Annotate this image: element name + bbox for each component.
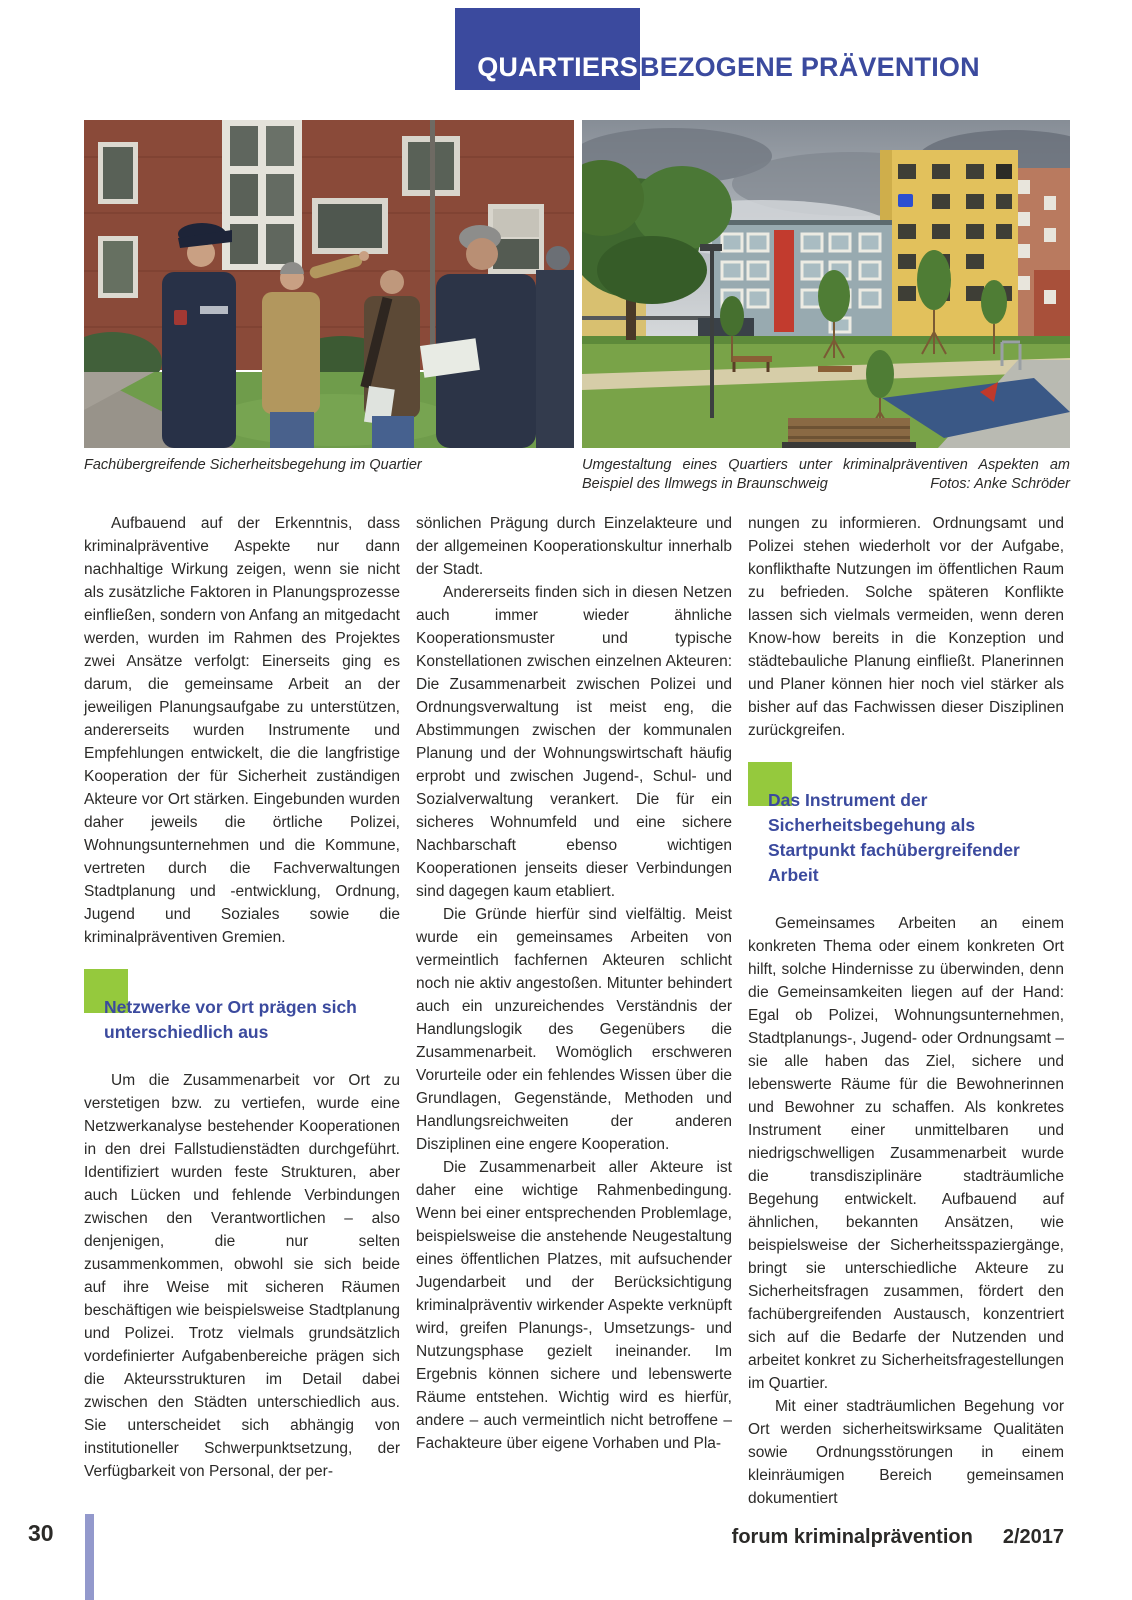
caption-right <box>582 456 1070 494</box>
article-column-3 <box>748 512 1064 1510</box>
photo-credit: Fotos: Anke Schröder <box>930 475 1070 492</box>
paragraph: Andererseits finden sich in diesen Netzen auch immer wieder ähnliche Kooperationsmuster und typische Konstellationen zwischen einzelnen Akteuren: Die Zusammenarbeit zwischen Polizei und Ordnungsverwaltung ist meist eng, die Abstimmungen zwischen der kommunalen Planung und der Wohnungswirtschaft häufig erprobt und zwischen Jugend-, Schul- und Sozialverwaltung verankert. Die für ein sicheres Wohnumfeld und eine sichere Nachbarschaft ebenso wichtigen Kooperationen jenseits dieser Verbindungen sind dagegen kaum etabliert. <box>416 584 732 900</box>
figure-right <box>582 120 1070 494</box>
caption-left: Fachübergreifende Sicherheitsbegehung im Quartier <box>84 457 422 473</box>
subheading-networks: Netzwerke vor Ort prägen sich unterschiedlich aus <box>84 995 400 1045</box>
photo-security-walk <box>84 120 574 448</box>
subheading-instrument: Das Instrument der Sicherheitsbegehung als Startpunkt fachübergreifender Arbeit <box>748 788 1064 888</box>
masthead-title: BEZOGENE PRÄVENTION <box>640 52 980 82</box>
paragraph: Aufbauend auf der Erkenntnis, dass kriminalpräventive Aspekte nur dann nachhaltige Wirkung zeigen, wenn sie nicht als zusätzliche Faktoren in Planungsprozesse einfließen, sondern von Anfang an mitgedacht werden, wurden im Rahmen des Projektes zwei Ansätze verfolgt: Einerseits ging es darum, die gemeinsame Arbeit an der jeweiligen Planungsaufgabe zu unterstützen, andererseits wurden Instrumente und Empfehlungen entwickelt, die die langfristige Kooperation der für Sicherheit zuständigen Akteure vor Ort stärken. Eingebunden wurden daher jeweils die örtliche Polizei, Wohnungsunternehmen und die Kommune, vertreten durch die Fachverwaltungen Stadtplanung und -entwicklung, Ordnung, Jugend und Soziales sowie die kriminalpräventiven Gremien. <box>84 515 400 946</box>
caption-right-text: Umgestaltung eines Quartiers unter kriminalpräventiven Aspekten am Beispiel des Ilmwegs in Braunschweig <box>582 457 1070 492</box>
journal-issue: 2/2017 <box>1002 1526 1064 1548</box>
page-number: 30 <box>28 1520 54 1546</box>
partial-man-figure <box>536 246 574 448</box>
paragraph: Mit einer stadträumlichen Begehung vor Ort werden sicherheitswirksame Qualitäten sowie Ordnungsstörungen in einem kleinräumigen Bereich gemeinsamen dokumentiert <box>748 1398 1064 1507</box>
paragraph: Gemeinsames Arbeiten an einem konkreten Thema oder einem konkreten Ort hilft, solche Hindernisse zu überwinden, denn die Gemeinsamkeiten liegen auf der Hand: Egal ob Polizei, Wohnungsunternehmen, Stadtplanungs-, Jugend- oder Ordnungsamt – sie alle haben das Ziel, sichere und lebenswerte Räume für die Bewohnerinnen und Bewohner zu schaffen. Als konkretes Instrument einer unmittelbaren und niedrigschwelligen Zusammenarbeit wurde die transdisziplinäre stadträumliche Begehung entwickelt. Aufbauend auf ähnlichen, bekannten Ansätzen, wie beispielsweise der Sicherheitsspaziergänge, bringt sie unterschiedliche Akteure zu Sicherheitsfragen zusammen, fördert den fachübergreifenden Austausch, konzentriert sich auf die Bedarfe der Nutzenden und arbeitet konkret zu Sicherheitsfragestellungen im Quartier. <box>748 915 1064 1392</box>
paragraph: Die Gründe hierfür sind vielfältig. Meist wurde ein gemeinsames Arbeiten von vermeintlich fachfernen Akteuren schlicht noch nie aktiv angestoßen. Mitunter behindert auch ein unzureichendes Verständnis der Handlungslogik des Gegenübers die Zusammenarbeit. Womöglich erschweren Vorurteile oder ein fehlendes Wissen über die Grundlagen, Gegenstände, Methoden und Handlungsreichweiten der anderen Disziplinen eine engere Kooperation. <box>416 906 732 1153</box>
paragraph: Um die Zusammenarbeit vor Ort zu verstetigen bzw. zu vertiefen, wurde eine Netzwerkanalyse bestehender Kooperationen in den drei Fallstudienstädten durchgeführt. Identifiziert wurden feste Strukturen, aber auch Lücken und fehlende Verbindungen zwischen den Verantwortlichen – also denjenigen, die nur selten zusammenkommen, obwohl sie sich beide auf ihre Weise mit sicheren Räumen beschäftigen wie beispielsweise Stadtplanung und Polizei. Trotz vielmals grundsätzlich vordefinierter Aufgabenbereiche prägen sich die Akteursstrukturen im Detail dabei zwischen den Städten unterschiedlich aus. Sie unterscheidet sich abhängig von institutioneller Schwerpunktsetzung, der Verfügbarkeit von Personal, der per- <box>84 1072 400 1480</box>
footer-accent-bar <box>85 1514 94 1600</box>
figure-left <box>84 120 574 475</box>
photo-quartier-redesign <box>582 120 1070 448</box>
article-column-1 <box>84 512 400 1483</box>
masthead-highlight: QUARTIERS <box>477 52 638 82</box>
foreground-bench <box>782 418 916 448</box>
journal-title: forum kriminalprävention <box>731 1526 973 1548</box>
masthead-blue-box <box>455 8 640 90</box>
paragraph: nungen zu informieren. Ordnungsamt und Polizei stehen wiederholt vor der Aufgabe, konflikthafte Nutzungen im öffentlichen Raum zu befrieden. Solche späteren Konflikte lassen sich vielmals vermeiden, wenn deren Know-how bereits in die Konzeption und städtebauliche Planung einfließt. Planerinnen und Planer können hier noch viel stärker als bisher auf das Fachwissen dieser Disziplinen zurückgreifen. <box>748 515 1064 739</box>
masthead <box>455 8 980 90</box>
paragraph: sönlichen Prägung durch Einzelakteure und der allgemeinen Kooperationskultur innerhalb der Stadt. <box>416 515 732 578</box>
article-column-2 <box>416 512 732 1455</box>
paragraph: Die Zusammenarbeit aller Akteure ist daher eine wichtige Rahmenbedingung. Wenn bei einer entsprechenden Problemlage, beispielsweise die anstehende Neugestaltung eines öffentlichen Platzes, mit aufsuchender Jugendarbeit und der Berücksichtigung kriminalpräventiv wirkender Aspekte verknüpft wird, greifen Planungs-, Umsetzungs- und Nutzungsphase gezielt ineinander. Im Ergebnis können sichere und lebenswerte Räume entstehen. Wichtig wird es hierfür, andere – auch vermeintlich nicht betroffene – Fachakteure über eigene Vorhaben und Pla- <box>416 1159 732 1452</box>
footer-journal-line <box>732 1526 1064 1549</box>
salmon-building <box>1010 168 1070 338</box>
